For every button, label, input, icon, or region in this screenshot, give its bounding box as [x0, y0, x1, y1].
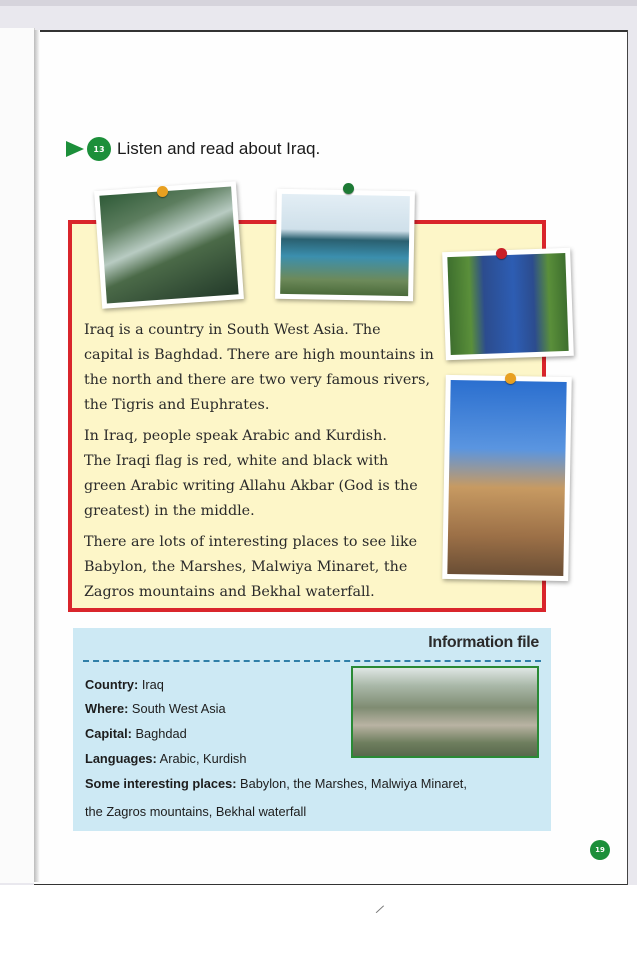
- viewer-top-bar: [0, 0, 637, 6]
- page-spine: [34, 30, 40, 882]
- info-value: Babylon, the Marshes, Malwiya Minaret,: [236, 776, 467, 791]
- pin-icon: [343, 183, 354, 194]
- info-label: Capital:: [85, 726, 132, 741]
- info-row-where: [85, 701, 226, 716]
- text-line: Babylon, the Marshes, Malwiya Minaret, the: [84, 559, 408, 575]
- text-line: capital is Baghdad. There are high mountains in: [84, 347, 434, 363]
- malwiya-minaret-image: [447, 380, 566, 576]
- text-line: Zagros mountains and Bekhal waterfall.: [84, 584, 375, 600]
- heading-text: Listen and read about Iraq.: [117, 139, 321, 158]
- pen-mark: /: [374, 901, 386, 917]
- paragraph: [84, 318, 436, 418]
- info-value: South West Asia: [128, 701, 226, 716]
- dashed-divider: [83, 660, 541, 662]
- info-label: Country:: [85, 677, 139, 692]
- paragraph: [84, 530, 436, 605]
- info-value: Arabic, Kurdish: [156, 751, 247, 766]
- text-line: green Arabic writing Allahu Akbar (God is the: [84, 478, 418, 494]
- play-arrow-icon: [66, 141, 84, 157]
- info-value: Iraq: [138, 677, 164, 692]
- info-row-capital: [85, 726, 187, 741]
- info-label: Where:: [85, 701, 129, 716]
- ishtar-gate-image: [447, 253, 568, 355]
- text-line: The Iraqi flag is red, white and black with: [84, 453, 389, 469]
- info-row-places-continued: the Zagros mountains, Bekhal waterfall: [85, 804, 307, 819]
- text-line: There are lots of interesting places to see like: [84, 534, 418, 550]
- left-page-edge: [0, 28, 35, 883]
- text-line: Iraq is a country in South West Asia. The: [84, 322, 381, 338]
- section-heading: [66, 134, 320, 164]
- text-line: the Tigris and Euphrates.: [84, 397, 270, 413]
- pin-icon: [157, 186, 168, 197]
- information-file-title: Information file: [428, 634, 539, 651]
- info-label: Some interesting places:: [85, 776, 237, 791]
- information-file-panel: [73, 628, 551, 831]
- pin-icon: [505, 373, 516, 384]
- baghdad-city-photo: [351, 666, 539, 758]
- info-row-languages: [85, 751, 246, 766]
- text-line: the north and there are two very famous rivers,: [84, 372, 431, 388]
- audio-track-icon: 13: [87, 137, 111, 161]
- info-label: Languages:: [85, 751, 157, 766]
- info-value: Baghdad: [131, 726, 187, 741]
- viewer-bottom-area: [0, 885, 637, 960]
- waterfall-photo: [94, 181, 244, 309]
- marshes-photo: [275, 189, 415, 301]
- malwiya-minaret-photo: [442, 375, 572, 581]
- page-number-badge: 19: [590, 840, 610, 860]
- reading-text: [84, 318, 436, 611]
- info-row-country: [85, 677, 164, 692]
- waterfall-image: [99, 187, 238, 304]
- paragraph: [84, 424, 436, 524]
- marshes-image: [280, 194, 410, 296]
- text-line: In Iraq, people speak Arabic and Kurdish.: [84, 428, 387, 444]
- text-line: greatest) in the middle.: [84, 503, 255, 519]
- pin-icon: [496, 248, 507, 259]
- ishtar-gate-photo: [442, 248, 574, 360]
- info-row-places: [85, 776, 467, 791]
